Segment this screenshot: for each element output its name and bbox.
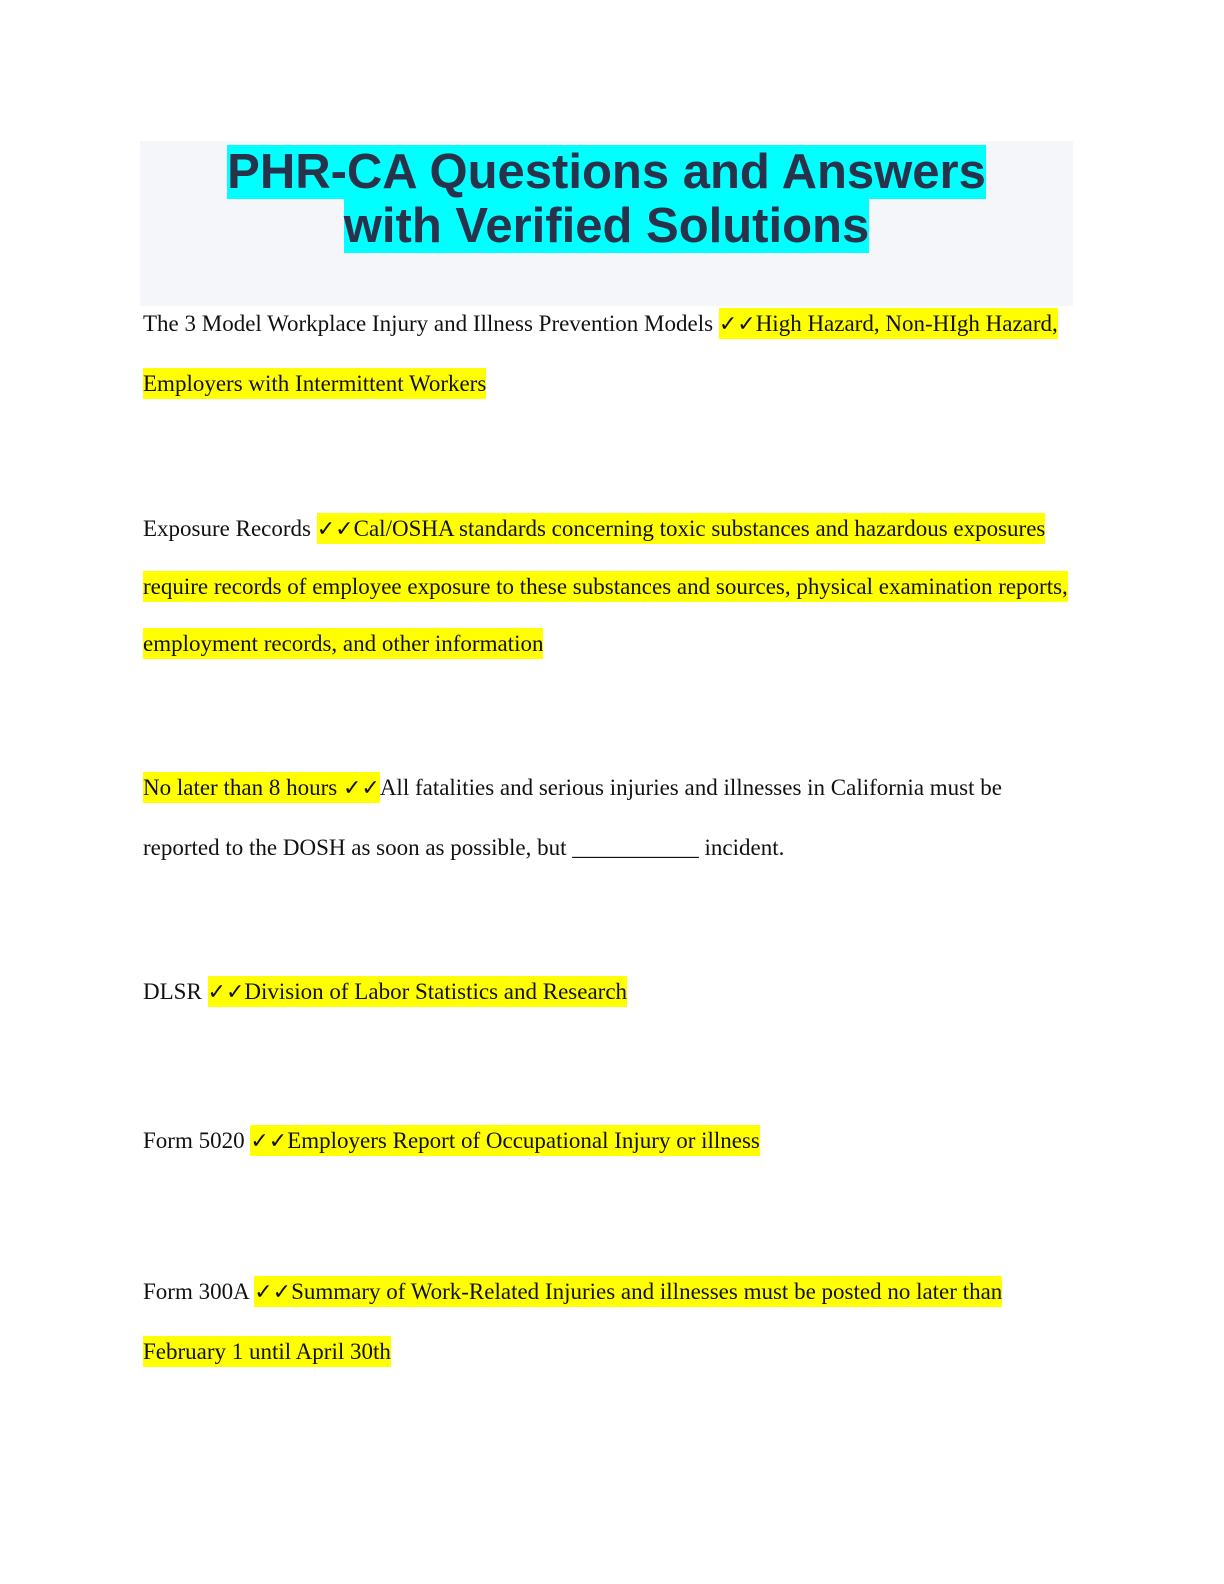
- qa-question: The 3 Model Workplace Injury and Illness Prevention Models: [143, 311, 719, 336]
- qa-question: Exposure Records: [143, 516, 317, 541]
- qa-question: No later than 8 hours: [143, 775, 343, 800]
- double-check-icon: ✓✓: [254, 1280, 292, 1305]
- title-banner: [140, 141, 1073, 306]
- document-title: PHR-CA Questions and Answers with Verified Solutions: [227, 145, 986, 253]
- qa-answer: All fatalities and serious injuries and illnesses in California must be reported to the DOSH as soon as possible, but ___________ incident.: [143, 775, 1002, 860]
- qa-answer: High Hazard, Non-HIgh Hazard, Employers with Intermittent Workers: [143, 311, 1058, 396]
- qa-item: [143, 758, 1083, 877]
- qa-question: Form 300A: [143, 1279, 255, 1304]
- qa-item: [143, 500, 1083, 672]
- qa-answer: Summary of Work-Related Injuries and illnesses must be posted no later than February 1 until April 30th: [143, 1279, 1003, 1364]
- qa-item: [143, 1262, 1083, 1381]
- qa-answer-highlight: [208, 976, 628, 1007]
- qa-answer: Division of Labor Statistics and Research: [244, 979, 628, 1004]
- qa-item: [143, 294, 1083, 413]
- qa-question-highlight: [143, 772, 380, 803]
- qa-answer-highlight: [143, 1276, 1002, 1367]
- qa-answer: Cal/OSHA standards concerning toxic substances and hazardous exposures require records of employee exposure to these substances and sources, physical examination reports, employment records, and other information: [143, 516, 1068, 656]
- double-check-icon: ✓✓: [718, 312, 756, 337]
- qa-item: [143, 962, 1083, 1022]
- qa-question: DLSR: [143, 979, 208, 1004]
- double-check-icon: ✓✓: [250, 1129, 288, 1154]
- qa-answer-highlight: [250, 1125, 760, 1156]
- qa-question: Form 5020: [143, 1128, 251, 1153]
- double-check-icon: ✓✓: [316, 517, 354, 542]
- double-check-icon: ✓✓: [342, 776, 380, 801]
- qa-answer: Employers Report of Occupational Injury or illness: [287, 1128, 760, 1153]
- double-check-icon: ✓✓: [207, 980, 245, 1005]
- qa-item: [143, 1111, 1083, 1171]
